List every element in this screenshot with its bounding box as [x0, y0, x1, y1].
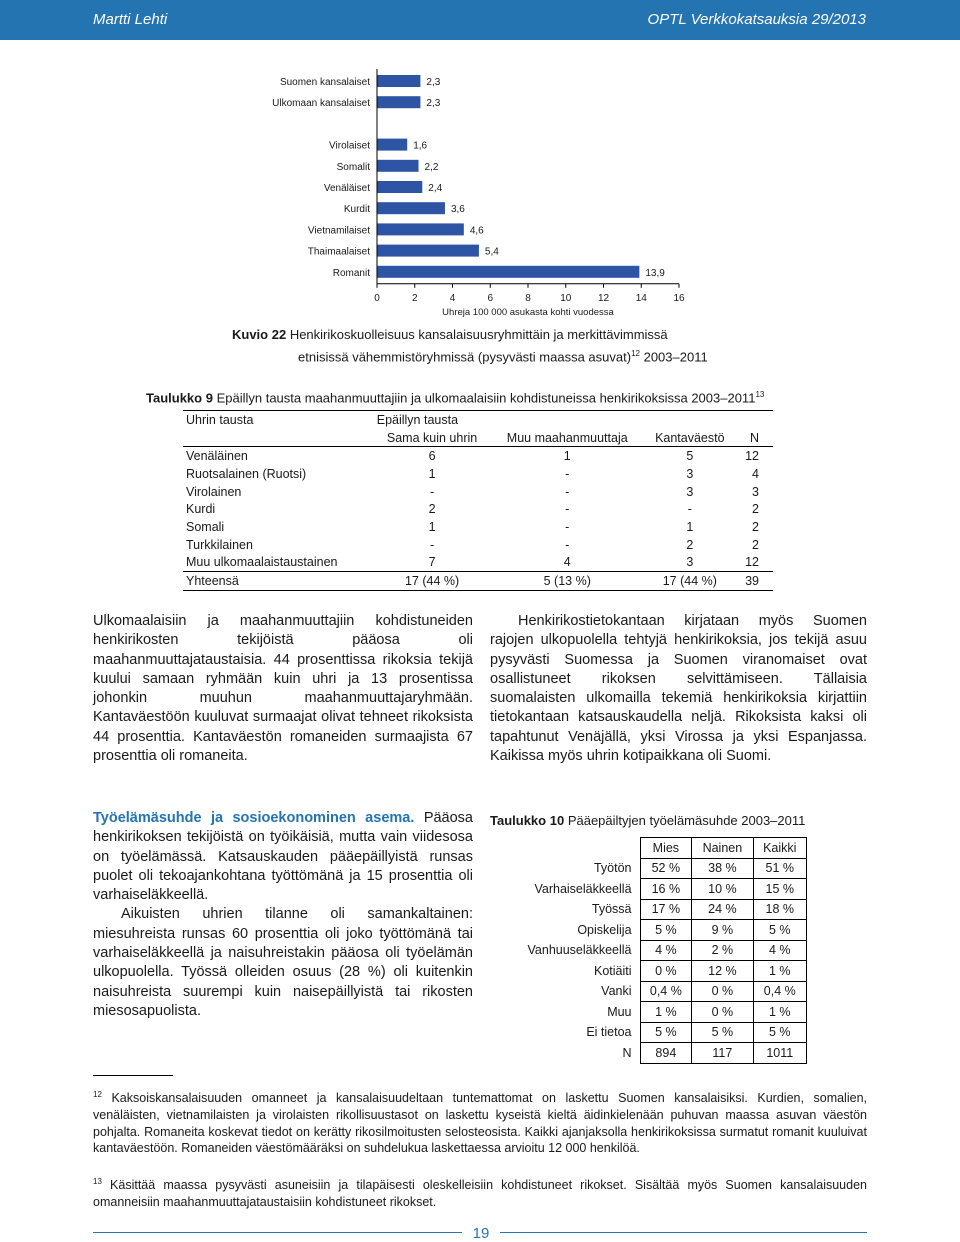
table10-label: Taulukko 10: [490, 813, 565, 828]
category-label: Suomen kansalaiset: [279, 77, 370, 88]
x-tick-label: 16: [673, 292, 685, 304]
table-total-row: [183, 572, 773, 591]
bar: [377, 202, 445, 214]
table-cell: 1 %: [640, 1002, 692, 1023]
value-label: 13,9: [645, 267, 665, 279]
table-row: [493, 961, 807, 982]
table-cell: 18 %: [753, 899, 806, 920]
table-row: [493, 1043, 807, 1064]
table-row: [183, 518, 773, 536]
bar: [377, 139, 407, 151]
table-cell: 39: [736, 572, 773, 591]
figure-label: Kuvio 22: [232, 327, 287, 342]
table-row: [183, 447, 773, 465]
x-tick-label: 4: [449, 292, 456, 304]
table-cell: 5 %: [640, 920, 692, 941]
table-cell: 5: [686, 449, 694, 464]
table-cell: -: [687, 502, 692, 517]
table9: [183, 410, 773, 591]
row-label: Opiskelija: [577, 922, 632, 937]
table-cell: 1: [563, 449, 571, 464]
table-cell: 17 %: [640, 899, 692, 920]
table-cell: 894: [640, 1043, 692, 1064]
table-cell: 2: [752, 502, 759, 517]
table9-sup: 13: [755, 390, 765, 399]
category-label: Somalit: [336, 161, 370, 173]
table-cell: 4: [752, 466, 759, 481]
table-cell: 3: [752, 484, 759, 499]
row-label: Somali: [186, 519, 225, 534]
row-label: Muu ulkomaalaistaustainen: [186, 555, 338, 570]
body-text-right-1: [490, 612, 867, 766]
category-label: Ulkomaan kansalaiset: [272, 98, 370, 110]
paragraph-right-1: Henkirikostietokantaan kirjataan myös Suomen rajojen ulkopuolella tehtyjä henkirikoksia, jos tekijä asuu pysyvästi Suomessa ja Suomen viranomaiset ovat osallistuneet rikoksen selvittämiseen. Tällaisia suomalaisten ulkomailla tekemiä henkirikoksia kirjattiin tietokantaan katsauskaudella neljä. Rikoksista kaksi oli tapahtunut Venäjällä, yksi Virossa ja yksi Espanjassa. Kaikissa myös uhrin kotipaikkana oli Suomi.: [490, 613, 867, 765]
bar: [377, 181, 422, 193]
value-label: 5,4: [484, 246, 499, 258]
table9-col-3: N: [736, 429, 773, 447]
table-cell: 51 %: [753, 858, 806, 879]
table-cell: -: [565, 466, 570, 481]
table-row: [183, 500, 773, 518]
x-tick-label: 0: [374, 292, 380, 304]
page-header: [0, 0, 960, 40]
footnote-divider: [93, 1075, 173, 1076]
table10-title: [490, 813, 805, 828]
value-label: 2,3: [426, 77, 441, 88]
body-text-left-2: [93, 809, 473, 1021]
table-cell: 3: [686, 555, 694, 570]
table9-header-victim: Uhrin tausta: [183, 411, 374, 429]
section-heading: Työelämäsuhde ja sosioekonominen asema.: [93, 810, 415, 826]
table9-col-1: Muu maahanmuuttaja: [490, 429, 644, 447]
row-label: Yhteensä: [183, 572, 374, 591]
table-cell: 117: [692, 1043, 753, 1064]
table-cell: 12: [745, 555, 759, 570]
table-cell: 2: [686, 537, 694, 552]
value-label: 2,4: [428, 183, 443, 194]
figure-caption-line2: etnisissä vähemmistöryhmissä (pysyvästi maassa asuvat): [298, 349, 632, 365]
table-row: [493, 899, 807, 920]
footnote-13-text: Käsittää maassa pysyvästi asuneisiin ja tilapäisesti oleskelleisiin kohdistuneet rikokset. Sisältää myös Suomen kansalaisuuden omanneisiin maahanmuuttajataustaisiin kohdistuneet rikokset.: [93, 1178, 867, 1209]
row-label: Kurdi: [186, 502, 216, 517]
table-cell: 1: [428, 466, 436, 481]
table-cell: 2: [752, 537, 759, 552]
value-label: 4,6: [469, 225, 484, 237]
table-cell: 38 %: [692, 858, 753, 879]
row-label: N: [622, 1045, 632, 1060]
category-label: Romanit: [332, 267, 370, 279]
table-cell: -: [565, 519, 570, 534]
table9-title-text: Epäillyn tausta maahanmuuttajiin ja ulkomaalaisiin kohdistuneissa henkirikoksissa 2003–2011: [216, 390, 756, 406]
table-cell: 1: [686, 519, 694, 534]
table-cell: 9 %: [692, 920, 753, 941]
table-cell: 12 %: [692, 961, 753, 982]
row-label: Kotiäiti: [593, 963, 632, 978]
value-label: 3,6: [450, 204, 465, 216]
figure-caption-line1: Henkirikoskuolleisuus kansalaisuusryhmittäin ja merkittävimmissä: [289, 327, 668, 342]
bar: [377, 96, 420, 108]
table-row: [493, 940, 807, 961]
table-cell: 0,4 %: [753, 981, 806, 1002]
row-label: Ei tietoa: [586, 1025, 632, 1040]
table-cell: 12: [745, 449, 759, 464]
x-tick-label: 6: [487, 292, 494, 304]
row-label: Vanki: [601, 984, 632, 999]
figure-caption: [232, 325, 792, 366]
row-label: Työtön: [593, 861, 632, 876]
table-row: [183, 483, 773, 501]
page-number: 19: [462, 1225, 500, 1242]
table-cell: 5 %: [640, 1022, 692, 1043]
row-label: Varhaiseläkkeellä: [534, 881, 632, 896]
table-cell: 4: [563, 555, 571, 570]
table-row: [493, 858, 807, 879]
table-cell: 7: [428, 555, 436, 570]
table-cell: 1: [428, 519, 436, 534]
table10-col-0: Mies: [640, 838, 692, 859]
table-cell: -: [565, 484, 570, 499]
table9-title: [146, 390, 764, 405]
table-cell: 2: [752, 519, 759, 534]
paragraph-left-1: Ulkomaalaisiin ja maahanmuuttajiin kohdistuneiden henkirikosten tekijöistä pääosa oli maahanmuuttajataustaisia. 44 prosenttissa rikoksia tekijä kuului samaan ryhmään kuin uhri ja 13 prosentissa johonkin muuhun maahanmuuttajaryhmään. Kantaväestöön kuuluvat surmaajat olivat tehneet rikoksista 44 prosenttia. Kantaväestön romaneiden surmaajista 67 prosenttia oli romaneita.: [93, 613, 473, 765]
value-label: 2,3: [426, 98, 441, 110]
table-cell: -: [429, 484, 435, 499]
table-cell: 4 %: [640, 940, 692, 961]
table-cell: -: [565, 537, 570, 552]
body-text-left-1: [93, 612, 473, 766]
table-row: [493, 981, 807, 1002]
category-label: Thaimaalaiset: [307, 246, 370, 258]
footnote-12-number: 12: [93, 1090, 102, 1099]
figure-caption-years: 2003–2011: [643, 349, 708, 365]
x-tick-label: 14: [635, 292, 647, 304]
table10-col-2: Kaikki: [753, 838, 806, 859]
footnote-12: [93, 1087, 867, 1157]
row-label: Virolainen: [186, 484, 242, 499]
table-cell: 5 %: [692, 1022, 753, 1043]
table10-title-text: Pääepäiltyjen työelämäsuhde 2003–2011: [567, 813, 806, 828]
bar: [377, 160, 419, 172]
table-row: [183, 465, 773, 483]
table-row: [493, 879, 807, 900]
bar: [377, 223, 464, 235]
table-row: [183, 536, 773, 554]
bar: [377, 266, 639, 278]
table9-header-suspect: Epäillyn tausta: [374, 411, 773, 429]
table-cell: -: [565, 502, 570, 517]
x-tick-label: 2: [411, 292, 418, 304]
value-label: 1,6: [413, 140, 428, 152]
table-cell: 17 (44 %): [644, 572, 735, 591]
row-label: Vanhuuseläkkeellä: [527, 943, 632, 958]
table-cell: 15 %: [753, 879, 806, 900]
category-label: Kurdit: [343, 204, 370, 216]
row-label: Ruotsalainen (Ruotsi): [186, 466, 307, 481]
table-cell: 5 (13 %): [490, 572, 644, 591]
x-tick-label: 8: [525, 292, 531, 304]
table-row: [493, 1022, 807, 1043]
table-cell: 1011: [753, 1043, 806, 1064]
row-label: Työssä: [591, 902, 632, 917]
table-cell: 5 %: [753, 1022, 806, 1043]
table-cell: 4 %: [753, 940, 806, 961]
row-label: Muu: [607, 1004, 632, 1019]
paragraph-left-2: [93, 809, 473, 905]
table-cell: 6: [428, 449, 436, 464]
table-row: [183, 554, 773, 572]
paragraph-left-2-text: Pääosa henkirikoksen tekijöistä on työikäisiä, mutta vain viidesosa on työelämässä. Katsauskauden pääepäillyistä runsas puolet oli tekoajankohtana työttömänä ja 15 prosenttia oli varhaiseläkkeellä.: [93, 810, 473, 904]
table-cell: 16 %: [640, 879, 692, 900]
table-row: [493, 920, 807, 941]
row-label: Turkkilainen: [186, 537, 253, 552]
x-tick-label: 12: [597, 292, 610, 304]
table-cell: 0,4 %: [640, 981, 692, 1002]
bar: [377, 75, 420, 87]
table-cell: 3: [686, 484, 694, 499]
category-label: Vietnamilaiset: [307, 225, 370, 237]
header-author: Martti Lehti: [93, 11, 168, 28]
table-cell: 24 %: [692, 899, 753, 920]
table9-col-0: Sama kuin uhrin: [374, 429, 491, 447]
table-cell: 5 %: [753, 920, 806, 941]
bar-chart: [0, 60, 960, 320]
row-label: Venäläinen: [186, 449, 248, 464]
table10-col-1: Nainen: [692, 838, 753, 859]
table-cell: 2 %: [692, 940, 753, 961]
table-cell: 3: [686, 466, 694, 481]
table-row: [493, 1002, 807, 1023]
footnote-12-text: Kaksoiskansalaisuuden omanneet ja kansalaisuudeltaan tuntemattomat on laskettu Suomen kansalaisiksi. Kurdien, somalien, venäläisten, vietnamilaisten ja virolaisten rikollisuustasot on laskettu kyseistä kieltä äidinkielenään puhuvan maassa asuvan väestön pohjalta. Romaneita koskevat tiedot on kerätty rikosilmoitusten selosteosista. Kaikki ajanjaksolla henkirikoksissa surmatut romanit kuuluivat kantaväestöön. Romaneiden väestömääräksi on suhdelukua laskettaessa arvioitu 12 000 henkilöä.: [93, 1091, 867, 1156]
table-cell: 0 %: [692, 981, 753, 1002]
table-cell: 0 %: [692, 1002, 753, 1023]
table9-col-2: Kantaväestö: [644, 429, 735, 447]
footnote-13-number: 13: [93, 1177, 102, 1186]
table-cell: 1 %: [753, 961, 806, 982]
table10: [493, 837, 807, 1064]
bar: [377, 245, 479, 257]
table-cell: 17 (44 %): [374, 572, 491, 591]
table-cell: 2: [428, 502, 436, 517]
table-cell: -: [429, 537, 435, 552]
table-cell: 10 %: [692, 879, 753, 900]
table-cell: 52 %: [640, 858, 692, 879]
header-series: OPTL Verkkokatsauksia 29/2013: [647, 11, 866, 28]
table-cell: 1 %: [753, 1002, 806, 1023]
category-label: Venäläiset: [323, 183, 370, 194]
x-axis-label: Uhreja 100 000 asukasta kohti vuodessa: [442, 306, 614, 318]
figure-caption-sup: 12: [631, 349, 640, 358]
category-label: Virolaiset: [329, 140, 370, 152]
footnote-13: [93, 1174, 867, 1211]
value-label: 2,2: [424, 161, 439, 173]
x-tick-label: 10: [560, 292, 572, 304]
table-cell: 0 %: [640, 961, 692, 982]
paragraph-left-3: Aikuisten uhrien tilanne oli samankaltainen: miesuhreista runsas 60 prosenttia oli joko työttömänä tai varhaiseläkkeellä ja naisuhreistakin pääosa oli työelämän ulkopuolella. Työssä olleiden osuus (28 %) oli kuitenkin naisuhreista suurempi kuin naisepäillyistä tai rikosten miesosapuolista.: [93, 906, 473, 1019]
table9-label: Taulukko 9: [146, 390, 213, 406]
